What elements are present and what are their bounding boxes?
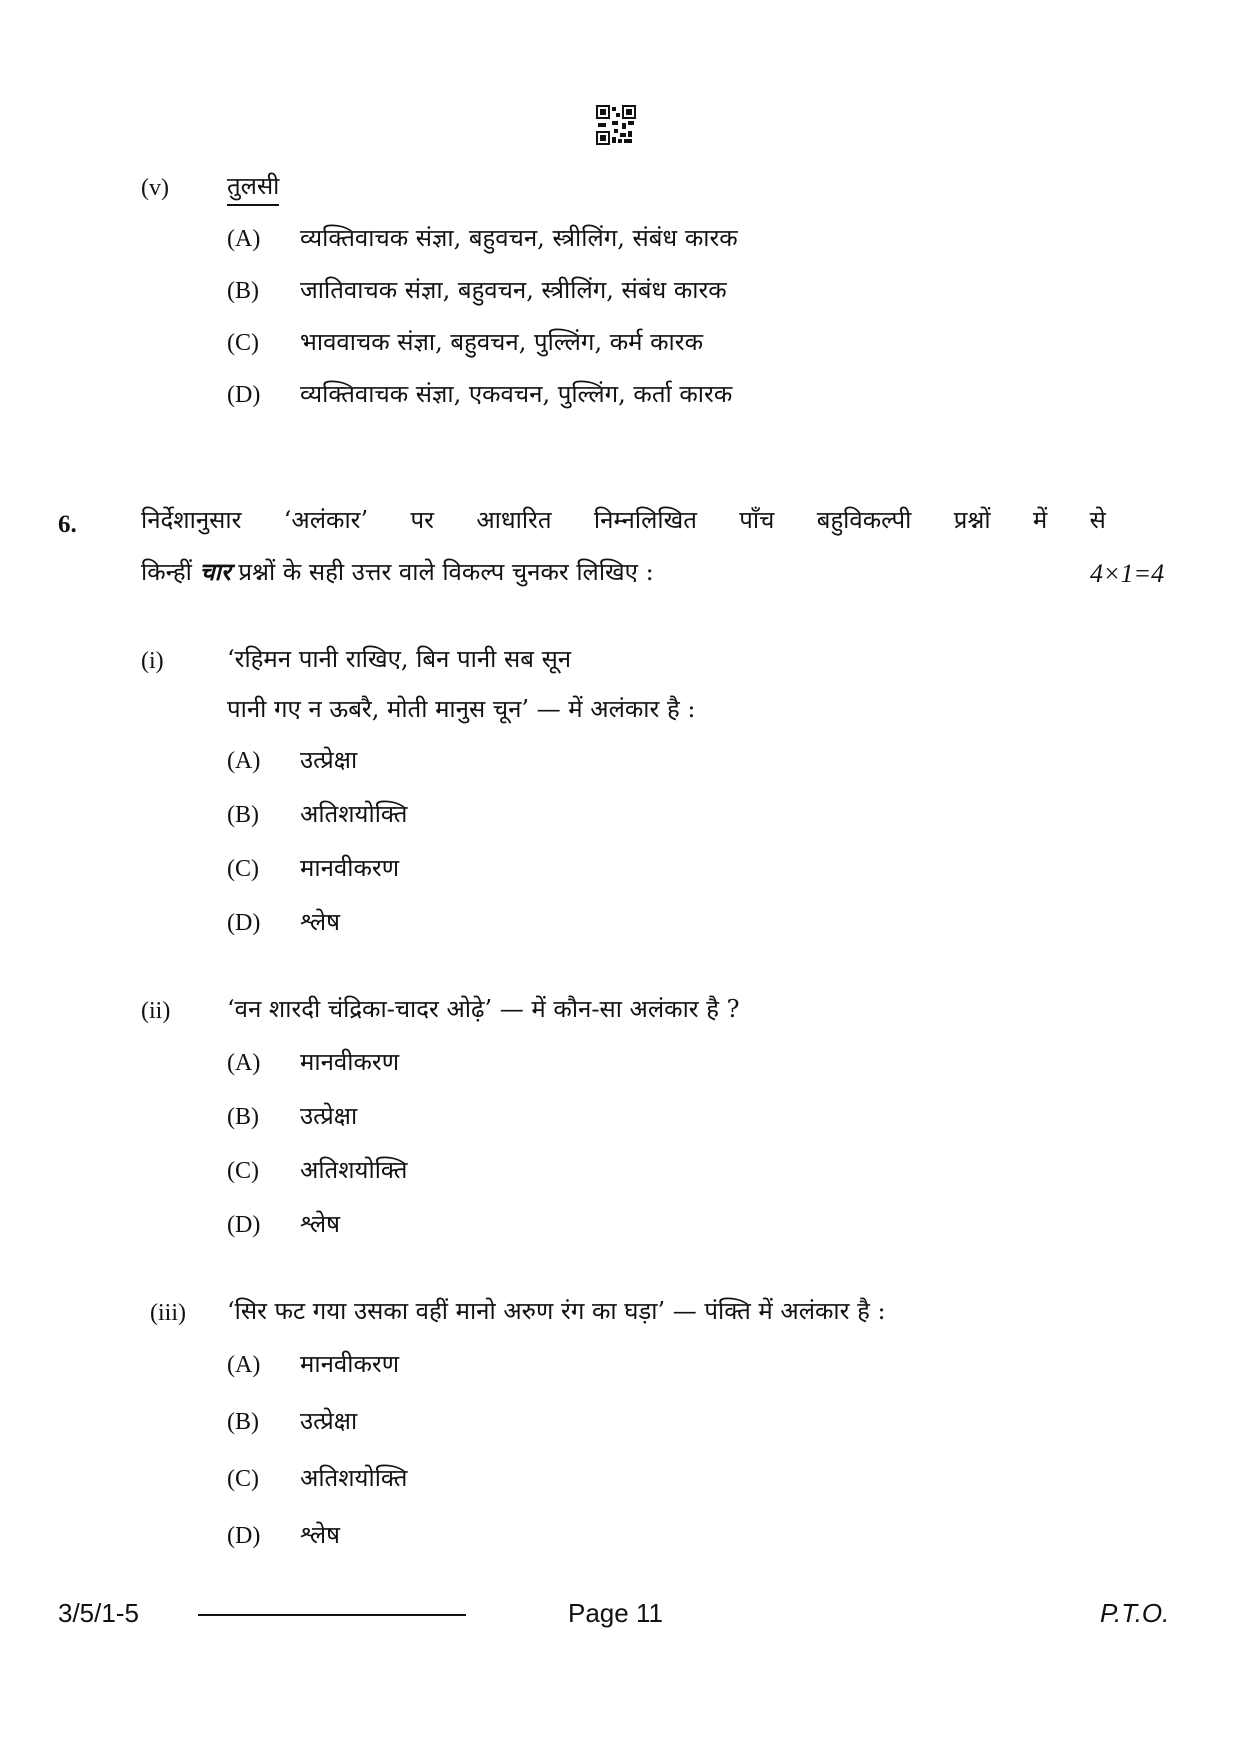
instruction-pre: किन्हीं [141,558,192,586]
option-text: अतिशयोक्ति [300,800,408,828]
option-label: (D) [227,1212,261,1238]
subquestion-text-line1: ‘सिर फट गया उसका वहीं मानो अरुण रंग का घड़ा’ — पंक्ति में अलंकार है : [227,1297,886,1325]
option-text: श्लेष [300,908,341,936]
footer-divider [198,1614,466,1616]
instruction-word: से [1089,506,1106,534]
pto-label: P.T.O. [1100,1598,1170,1628]
option-label: (D) [227,1523,261,1549]
instruction-word: आधारित [476,506,552,534]
option-label: (A) [227,748,261,774]
option-text: उत्प्रेक्षा [300,1102,358,1130]
subquestion-text-line1: ‘रहिमन पानी राखिए, बिन पानी सब सून [227,645,572,673]
option-label: (A) [227,1050,261,1076]
option-text: मानवीकरण [300,1350,400,1378]
option-text: भाववाचक संज्ञा, बहुवचन, पुल्लिंग, कर्म कारक [300,328,704,356]
option-text: उत्प्रेक्षा [300,746,358,774]
paper-code: 3/5/1-5 [58,1598,139,1628]
qr-code [596,105,636,145]
subquestion-text-line2: पानी गए न ऊबरै, मोती मानुस चून’ — में अलंकार है : [227,695,696,723]
subquestion-number: (ii) [141,998,171,1024]
instruction-emphasis: चार [199,557,231,586]
option-text: अतिशयोक्ति [300,1156,408,1184]
instruction-word: पाँच [739,506,775,534]
question-instruction-line1 [141,508,1106,532]
option-label: (A) [227,226,261,252]
instruction-post: प्रश्नों के सही उत्तर वाले विकल्प चुनकर लिखिए : [238,558,654,586]
option-text: अतिशयोक्ति [300,1464,408,1492]
option-label: (B) [227,802,259,828]
option-label: (B) [227,1104,259,1130]
option-label: (B) [227,278,259,304]
subquestion-word: तुलसी [227,174,279,206]
question-number: 6. [58,511,77,538]
question-instruction-line2 [141,557,654,586]
option-text: जातिवाचक संज्ञा, बहुवचन, स्त्रीलिंग, संबंध कारक [300,276,727,304]
option-text: व्यक्तिवाचक संज्ञा, एकवचन, पुल्लिंग, कर्ता कारक [300,380,733,408]
subquestion-number: (iii) [150,1300,186,1326]
option-label: (C) [227,330,259,356]
instruction-word: बहुविकल्पी [816,506,912,534]
option-label: (A) [227,1352,261,1378]
option-label: (B) [227,1409,259,1435]
option-label: (C) [227,1466,259,1492]
option-text: मानवीकरण [300,1048,400,1076]
option-label: (D) [227,382,261,408]
option-text: उत्प्रेक्षा [300,1407,358,1435]
instruction-word: ‘अलंकार’ [283,506,369,534]
subquestion-text-line1: ‘वन शारदी चंद्रिका-चादर ओढ़े’ — में कौन-सा अलंकार है ? [227,995,740,1023]
instruction-word: प्रश्नों [953,506,991,534]
marks-scheme: 4×1=4 [1090,559,1165,588]
option-text: श्लेष [300,1210,341,1238]
subquestion-number: (i) [141,648,164,674]
instruction-word: निर्देशानुसार [141,506,242,534]
subquestion-number: (v) [141,175,169,201]
page-number: Page 11 [568,1598,663,1628]
instruction-word: निम्नलिखित [593,506,697,534]
option-text: मानवीकरण [300,854,400,882]
option-text: श्लेष [300,1521,341,1549]
option-label: (D) [227,910,261,936]
option-label: (C) [227,856,259,882]
option-label: (C) [227,1158,259,1184]
instruction-word: पर [410,506,434,534]
option-text: व्यक्तिवाचक संज्ञा, बहुवचन, स्त्रीलिंग, संबंध कारक [300,224,738,252]
instruction-word: में [1032,506,1048,534]
